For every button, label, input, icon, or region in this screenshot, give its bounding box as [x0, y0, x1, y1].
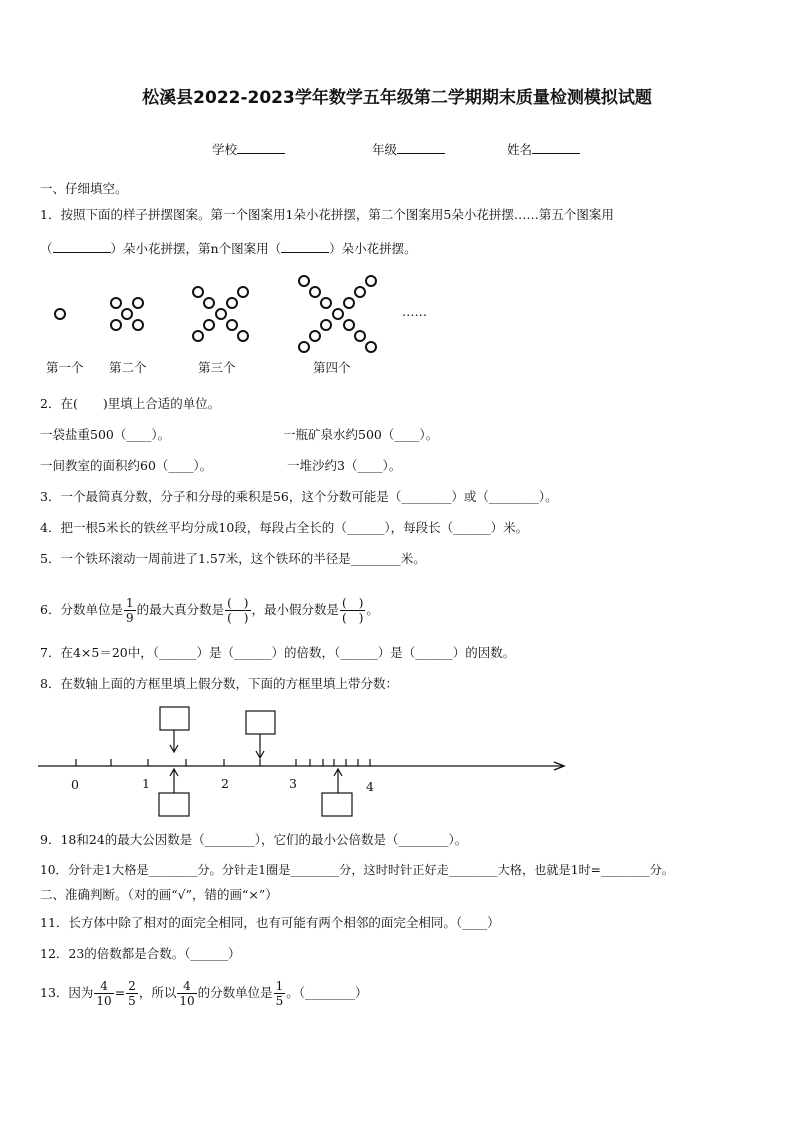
tick-label-1: 1 — [142, 776, 150, 791]
question-7: 7．在4×5＝20中，（______）是（______）的倍数，（______）是（______）的因数。 — [40, 645, 516, 660]
pattern-label-4: 第四个 — [313, 360, 351, 375]
pattern-ellipsis: …… — [402, 304, 427, 319]
section-2-heading: 二、准确判断。（对的画“√”，错的画“×”） — [40, 887, 278, 902]
section-1-heading: 一、仔细填空。 — [40, 181, 128, 196]
question-8-stem: 8．在数轴上面的方框里填上假分数，下面的方框里填上带分数： — [40, 676, 398, 691]
question-9: 9．18和24的最大公因数是（________），它们的最小公倍数是（________）。 — [40, 832, 468, 847]
question-2-d: 一堆沙约3（____）。 — [287, 458, 402, 473]
tick-label-3: 3 — [289, 776, 297, 791]
answer-fraction-2: $\frac{( )}{( )}$ — [342, 596, 364, 625]
pattern-label-3: 第三个 — [198, 360, 236, 375]
question-12: 12．23的倍数都是合数。（______） — [40, 946, 241, 961]
question-10: 10．分针走1大格是________分。分针走1圈是________分，这时时针正好走________大格，也就是1时=________分。 — [40, 863, 674, 877]
question-5: 5．一个铁环滚动一周前进了1.57米，这个铁环的半径是________米。 — [40, 551, 426, 566]
question-2-b: 一瓶矿泉水约500（____）。 — [283, 427, 439, 442]
question-13: 13．因为 $\frac{4}{10}$ = $\frac{2}{5}$ ，所以 $\frac{4}{10}$ 的分数单位是 $\frac{1}{5}$ 。（________） — [40, 979, 368, 1008]
name-field: 姓名 — [507, 141, 580, 158]
pattern-label-1: 第一个 — [46, 360, 84, 375]
question-2-c: 一间教室的面积约60（____）。 — [40, 458, 213, 473]
question-6: 6．分数单位是 $\frac{1}{9}$ 的最大真分数是 $\frac{( )}{( )}$ ，最小假分数是 $\frac{( )}{( )}$ 。 — [40, 596, 379, 625]
question-3: 3．一个最简真分数，分子和分母的乘积是56，这个分数可能是（________）或（________）。 — [40, 489, 558, 504]
question-1-line1: 1．按照下面的样子拼摆图案。第一个图案用1朵小花拼摆，第二个图案用5朵小花拼摆……第五个图案用 — [40, 207, 614, 222]
question-2-stem: 2．在( )里填上合适的单位。 — [40, 396, 221, 411]
question-11: 11．长方体中除了相对的面完全相同，也有可能有两个相邻的面完全相同。（____） — [40, 915, 500, 930]
school-field: 学校 — [212, 141, 285, 158]
pattern-label-2: 第二个 — [109, 360, 147, 375]
question-1-line2: （ ）朵小花拼摆，第n个图案用（ ）朵小花拼摆。 — [40, 241, 417, 256]
tick-label-0: 0 — [71, 777, 79, 792]
answer-fraction-1: $\frac{( )}{( )}$ — [227, 596, 249, 625]
fraction-one-ninth: $\frac{1}{9}$ — [125, 596, 134, 625]
grade-field: 年级 — [372, 141, 445, 158]
tick-label-4: 4 — [366, 779, 374, 794]
tick-label-2: 2 — [221, 776, 229, 791]
question-4: 4．把一根5米长的铁丝平均分成10段，每段占全长的（______），每段长（______）米。 — [40, 520, 529, 535]
page-title: 松溪县2022-2023学年数学五年级第二学期期末质量检测模拟试题 — [142, 88, 652, 108]
question-2-a: 一袋盐重500（____）。 — [40, 427, 171, 442]
